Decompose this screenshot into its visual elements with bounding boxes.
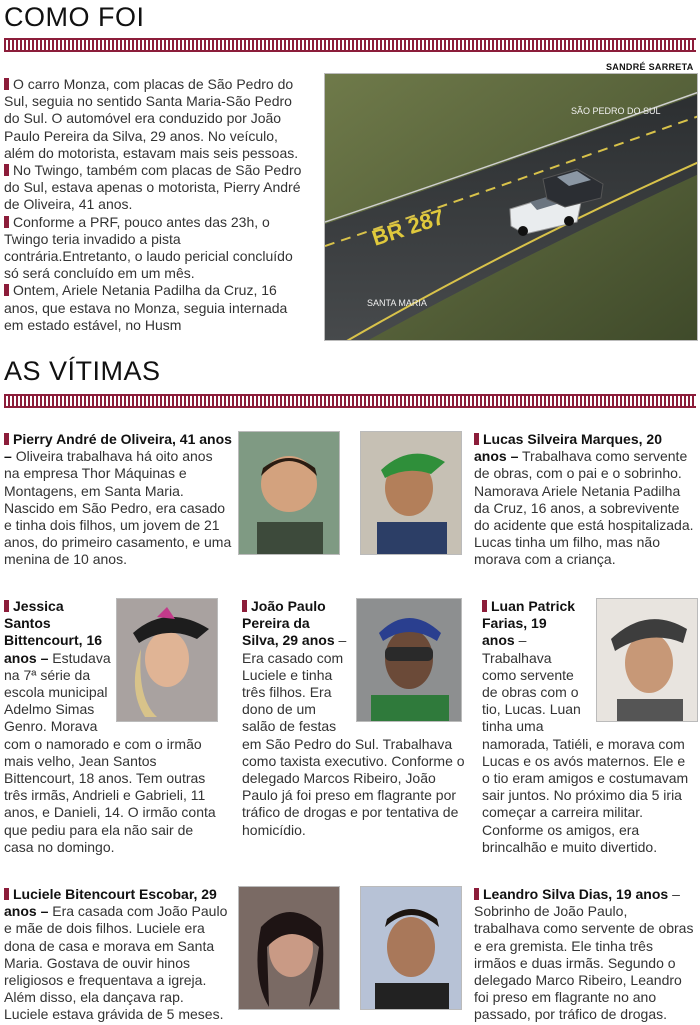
victim-name: Jessica Santos Bittencourt, 16 anos – [4, 598, 103, 666]
section-divider-band [4, 394, 696, 408]
bullet-square-icon [4, 433, 9, 445]
victim-card-luan [482, 598, 696, 856]
victim-photo-luciele [238, 886, 340, 1010]
section-title-como-foi: COMO FOI [4, 2, 145, 32]
como-foi-bullet-2: No Twingo, também com placas de São Pedro do Sul, estava apenas o motorista, Pierry André de Oliveira, 41 anos. [4, 162, 302, 213]
victim-name: Pierry André de Oliveira, 41 anos – [4, 431, 232, 465]
como-foi-bullet-1: O carro Monza, com placas de São Pedro do Sul, seguia no sentido Santa Maria-São Pedro do Sul. O automóvel era conduzido por João Paulo Pereira da Silva, 29 anos. No veículo, além do motorista, estavam mais seis pessoas. [4, 76, 299, 161]
road-scene-svg [325, 74, 698, 341]
victim-name: Luan Patrick Farias, 19 anos [482, 598, 576, 649]
victim-card-luciele [4, 886, 232, 1024]
victim-text: Era casada com João Paulo e mãe de dois filhos. Luciele era dona de casa e morava em Santa Maria. Gostava de ouvir hinos religiosos e frequentava a igreja. Além disso, ela dançava rap. Luciele estava grávida de 5 meses. [4, 903, 228, 1023]
bullet-square-icon [4, 78, 9, 90]
victim-card-jessica [4, 598, 220, 856]
victim-card-pierry [4, 431, 232, 569]
victim-name: Leandro Silva Dias, 19 anos [483, 886, 669, 902]
victim-name: Luciele Bitencourt Escobar, 29 anos – [4, 886, 217, 920]
photo-spacer [112, 598, 220, 724]
victim-card-lucas [474, 431, 696, 569]
bullet-square-icon [474, 888, 479, 900]
victim-photo-leandro [360, 886, 462, 1010]
map-label-sao-pedro: SÃO PEDRO DO SUL [571, 106, 661, 116]
bullet-square-icon [482, 600, 487, 612]
bullet-square-icon [4, 216, 9, 228]
bullet-square-icon [474, 433, 479, 445]
bullet-square-icon [4, 164, 9, 176]
section-title-as-vitimas: AS VÍTIMAS [4, 356, 161, 386]
section-divider-band [4, 38, 696, 52]
map-label-santa-maria: SANTA MARIA [367, 298, 427, 308]
photo-spacer [348, 598, 466, 724]
victim-text: Oliveira trabalhava há oito anos na empresa Thor Máquinas e Montagens, em Santa Maria. Nascido em São Pedro, era casado e tinha dois filhos, um jovem de 21 anos, do primeiro casamento, e uma menina de 10 anos. [4, 448, 232, 568]
como-foi-bullet-4: Ontem, Ariele Netania Padilha da Cruz, 16 anos, que estava no Monza, seguia internada em estado estável, no Husm [4, 282, 288, 333]
victim-card-joao-paulo [242, 598, 466, 839]
victim-text: – Sobrinho de João Paulo, trabalhava como servente de obras e era gremista. Ele tinha três irmãos e duas irmãs. Segundo o delegado Marco Ribeiro, Leandro foi preso em flagrante no ano passado, por tráfico de drogas. [474, 886, 694, 1023]
photo-credit: SANDRÉ SARRETA [606, 62, 694, 72]
victim-text: Estudava na 7ª série da escola municipal Adelmo Simas Genro. Morava com o namorado e com o irmão mais velho, Jean Santos Bittencourt, 18 anos. Tem outras três irmãs, Andrieli e Gabrieli, 11 anos, e Danieli, 14. O irmão conta que pediu para ela não sair de casa no domingo. [4, 649, 216, 855]
victim-card-leandro [474, 886, 696, 1024]
road-label: BR 287 [368, 203, 448, 251]
bullet-square-icon [4, 600, 9, 612]
victim-text: – Trabalhava como servente de obras com o tio, Lucas. Luan tinha uma namorada, Tatiéli, e morava com Lucas e os avós maternos. Ele e o tio eram amigos e costumavam sair juntos. No próximo dia 5 iria começar a carreira militar. Conforme os amigos, era brincalhão e muito divertido. [482, 632, 689, 855]
victim-name: Lucas Silveira Marques, 20 anos – [474, 431, 662, 465]
accident-illustration [324, 73, 698, 341]
bullet-square-icon [4, 284, 9, 296]
victim-photo-pierry [238, 431, 340, 555]
bullet-square-icon [242, 600, 247, 612]
como-foi-text [4, 76, 304, 334]
como-foi-bullet-3: Conforme a PRF, pouco antes das 23h, o Twingo teria invadido a pista contrária.Entretanto, o laudo pericial concluído só será concluído em um mês. [4, 213, 293, 282]
victim-text: Trabalhava como servente de obras, com o pai e o sobrinho. Namorava Ariele Netania Padilha da Cruz, 16 anos, a sobrevivente do acidente que está hospitalizada. Lucas tinha um filho, mas não morava com a criança. [474, 448, 694, 568]
victim-photo-lucas [360, 431, 462, 555]
victim-name: João Paulo Pereira da Silva, 29 anos [242, 598, 335, 649]
bullet-square-icon [4, 888, 9, 900]
photo-spacer [582, 598, 696, 724]
victim-text: – Era casado com Luciele e tinha três filhos. Era dono de um salão de festas em São Pedro do Sul. Trabalhava como taxista executivo. Conforme o delegado Marcos Ribeiro, João Paulo já foi preso em flagrante por tráfico de drogas e por tentativa de homicídio. [242, 632, 465, 838]
